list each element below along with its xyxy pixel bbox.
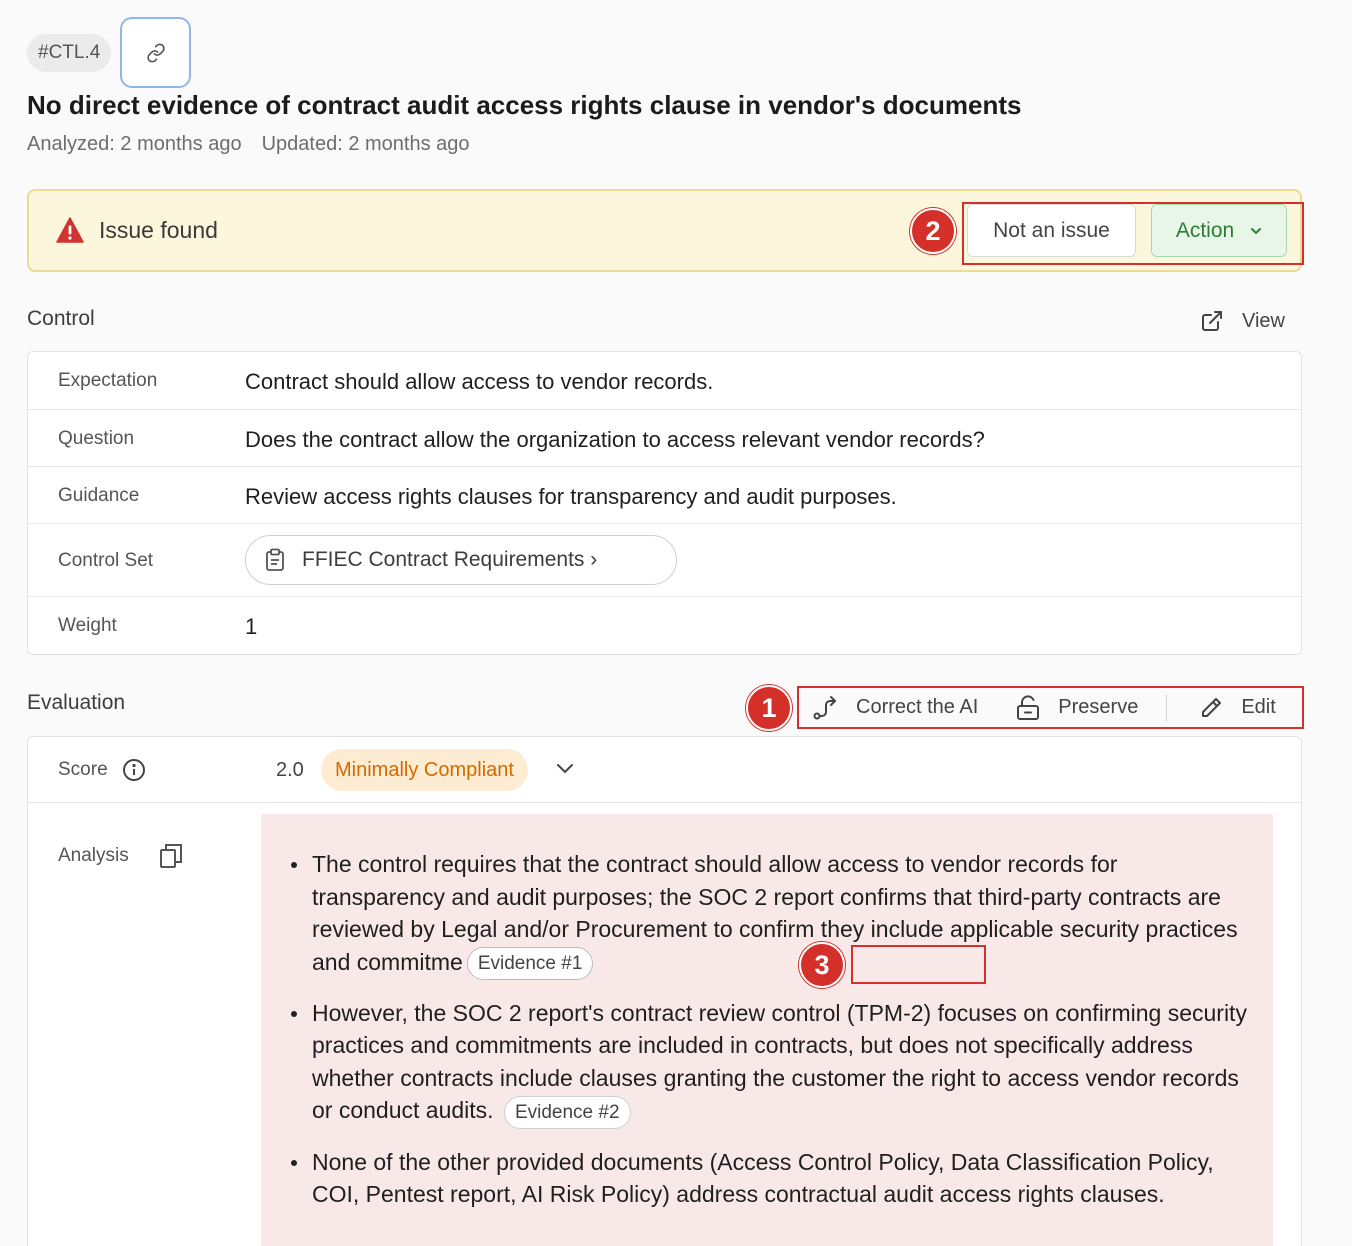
info-icon[interactable] — [122, 758, 146, 782]
score-label: Score — [58, 759, 108, 780]
row-value: 1 — [245, 614, 258, 639]
toolbar-divider — [1166, 694, 1167, 722]
score-row — [28, 737, 1301, 803]
control-set-link[interactable] — [245, 535, 677, 585]
control-row-expectation — [28, 352, 1301, 410]
row-value: Contract should allow access to vendor records. — [245, 369, 714, 394]
highlight-box-evidence — [851, 945, 986, 984]
chevron-down-icon — [1250, 227, 1262, 235]
external-link-icon — [1200, 309, 1224, 333]
link-icon — [146, 43, 166, 63]
evaluation-table — [27, 736, 1302, 1246]
view-control-link[interactable] — [1200, 309, 1285, 333]
annotation-marker-1: 1 — [746, 685, 792, 731]
unlock-icon — [1016, 695, 1040, 721]
not-an-issue-button[interactable]: Not an issue — [967, 204, 1136, 257]
score-value: 2.0 — [276, 759, 304, 781]
annotation-marker-2: 2 — [910, 208, 956, 254]
correct-ai-button[interactable] — [812, 695, 978, 721]
copy-link-button[interactable] — [120, 17, 191, 88]
control-row-guidance — [28, 467, 1301, 524]
analysis-label: Analysis — [58, 845, 129, 866]
analysis-bullet — [312, 848, 1253, 980]
action-label: Action — [1175, 218, 1235, 242]
analysis-content — [261, 814, 1273, 1246]
score-label-group — [58, 758, 146, 782]
analyzed-time: Analyzed: 2 months ago — [27, 133, 242, 155]
edit-label: Edit — [1241, 696, 1276, 718]
action-dropdown-button[interactable] — [1151, 204, 1287, 257]
correct-ai-label: Correct the AI — [856, 696, 979, 718]
updated-time: Updated: 2 months ago — [261, 133, 470, 155]
evaluation-toolbar — [797, 686, 1304, 729]
row-value: Does the contract allow the organization to access relevant vendor records? — [245, 427, 985, 452]
row-label: Expectation — [58, 370, 158, 391]
row-label: Weight — [58, 615, 117, 636]
bullet-text: None of the other provided documents (Access Control Policy, Data Classification Policy, COI, Pentest report, AI Risk Policy) address contractual audit access rights clauses. — [312, 1148, 1214, 1208]
control-section-title: Control — [27, 307, 95, 330]
row-value: Review access rights clauses for transparency and audit purposes. — [245, 484, 897, 509]
issue-status-label: Issue found — [99, 217, 218, 243]
preserve-label: Preserve — [1058, 696, 1139, 718]
control-set-name: FFIEC Contract Requirements › — [302, 548, 598, 571]
route-icon — [812, 695, 838, 721]
evidence-chip[interactable]: Evidence #1 — [467, 947, 594, 980]
annotation-marker-3: 3 — [799, 942, 845, 988]
evaluation-section-title: Evaluation — [27, 691, 126, 714]
page-title: No direct evidence of contract audit access rights clause in vendor's documents — [27, 90, 1022, 120]
analysis-bullet — [312, 1146, 1253, 1211]
compliance-badge: Minimally Compliant — [321, 749, 528, 791]
clipboard-icon — [264, 548, 286, 572]
edit-button[interactable] — [1199, 696, 1275, 720]
analysis-label-group — [58, 843, 183, 869]
timestamps — [27, 133, 470, 156]
pencil-icon — [1199, 696, 1223, 720]
control-row-control-set — [28, 524, 1301, 597]
control-row-question — [28, 410, 1301, 467]
control-id-badge: #CTL.4 — [27, 34, 111, 72]
analysis-list — [261, 814, 1273, 1211]
warning-icon — [56, 217, 84, 243]
row-label: Question — [58, 428, 135, 449]
row-label: Guidance — [58, 485, 140, 506]
bullet-text: The control requires that the contract should allow access to vendor records for transparency and audit purposes; the SOC 2 report confirms that third-party contracts are reviewed by Legal and/or Procurement to confirm they include applicable security practices and commitme — [312, 851, 1238, 975]
view-label: View — [1242, 309, 1285, 332]
row-label: Control Set — [58, 550, 154, 571]
preserve-button[interactable] — [1016, 695, 1138, 721]
control-row-weight — [28, 597, 1301, 655]
bullet-text: However, the SOC 2 report's contract review control (TPM-2) focuses on confirming security practices and commitments are included in contracts, but does not specifically address whether contracts include clauses granting the customer the right to access vendor records or conduct audits. — [312, 999, 1247, 1124]
chevron-down-icon[interactable] — [556, 763, 574, 775]
evidence-chip[interactable]: Evidence #2 — [504, 1096, 631, 1129]
copy-icon[interactable] — [159, 843, 183, 869]
analysis-bullet — [312, 997, 1253, 1129]
control-table — [27, 351, 1302, 655]
